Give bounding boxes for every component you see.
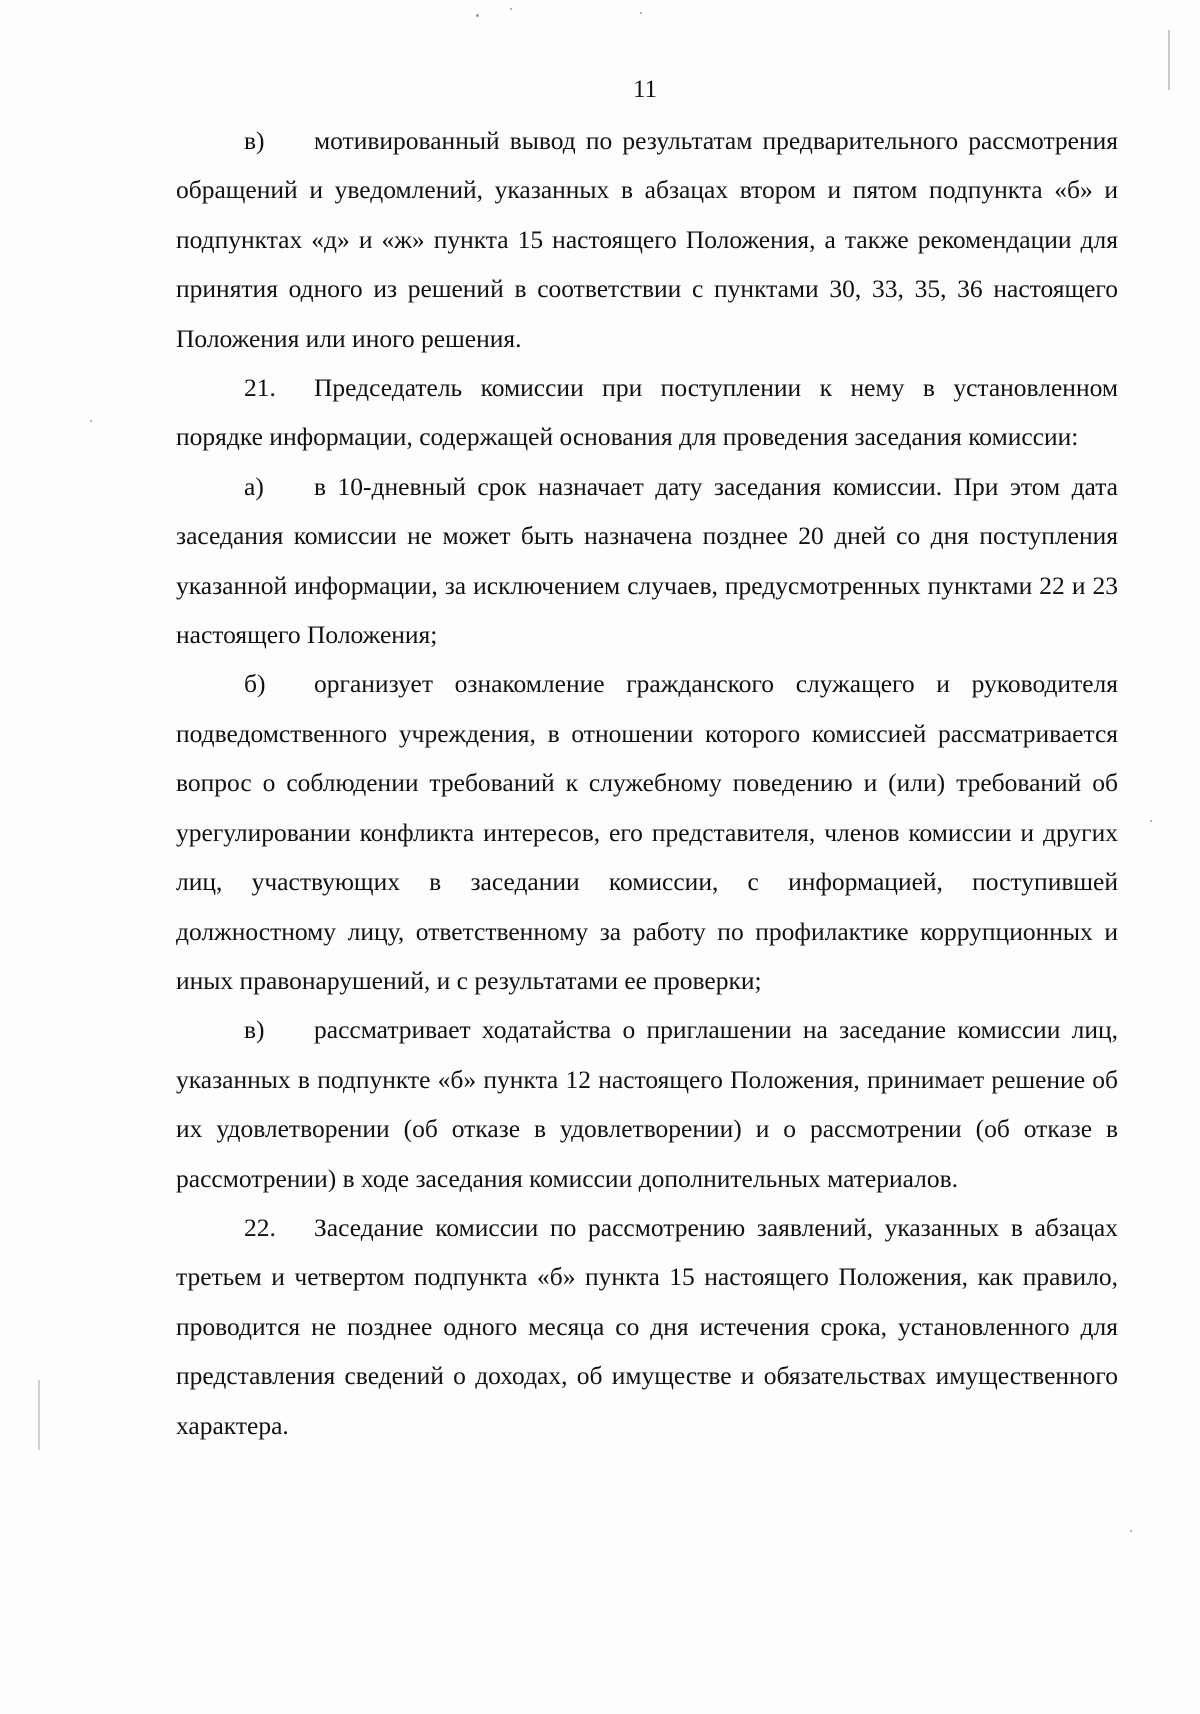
paragraph-text: организует ознакомление гражданского служащего и руководителя подведомственного учреждения, в отношении которого комиссией рассматривается вопрос о соблюдении требований к служебному поведению и (или) требований об урегулировании конфликта интересов, его представителя, членов комиссии и других лиц, участвующих в заседании комиссии, с информацией, поступившей должностному лицу, ответственному за работу по профилактике коррупционных и иных правонарушений, и с результатами ее проверки; [176,669,1118,995]
scan-speck [476,14,479,17]
scan-speck [90,420,92,422]
paragraph-text: рассматривает ходатайства о приглашении на заседание комиссии лиц, указанных в подпункте «б» пункта 12 настоящего Положения, принимает решение об их удовлетворении (об отказе в удовлетворении) и о рассмотрении (об отказе в рассмотрении) в ходе заседания комиссии дополнительных материалов. [176,1015,1118,1193]
document-body [176,116,1118,1450]
paragraph-marker: в) [244,126,265,155]
scan-speck [1150,820,1152,822]
paragraph-v-second [176,1005,1118,1203]
paragraph-text: в 10-дневный срок назначает дату заседания комиссии. При этом дата заседания комиссии не может быть назначена позднее 20 дней со дня поступления указанной информации, за исключением случаев, предусмотренных пунктами 22 и 23 настоящего Положения; [176,471,1118,650]
paragraph-marker: б) [244,669,266,699]
paragraph-a [176,462,1118,660]
page-number: 11 [632,76,658,103]
paragraph-text: Заседание комиссии по рассмотрению заявлений, указанных в абзацах третьем и четвертом подпункта «б» пункта 15 настоящего Положения, как правило, проводится не позднее одного месяца со дня истечения срока, установленного для представления сведений о доходах, об имуществе и обязательствах имущественного характера. [176,1212,1118,1440]
paragraph-text: Председатель комиссии при поступлении к нему в установленном порядке информации, содержащей основания для проведения заседания комиссии: [176,373,1118,452]
scan-speck [38,1380,40,1450]
scan-speck [1168,30,1170,90]
scan-speck [640,12,642,14]
paragraph-b [176,659,1118,1005]
paragraph-21 [176,363,1118,462]
paragraph-text: мотивированный вывод по результатам предварительного рассмотрения обращений и уведомлений, указанных в абзацах втором и пятом подпункта «б» и подпунктах «д» и «ж» пункта 15 настоящего Положения, а также рекомендации для принятия одного из решений в соответствии с пунктами 30, 33, 35, 36 настоящего Положения или иного решения. [176,126,1118,353]
paragraph-marker: а) [244,471,264,501]
paragraph-v-first [176,116,1118,363]
paragraph-22 [176,1203,1118,1450]
paragraph-marker: 21. [244,373,276,403]
scan-speck [1130,1530,1132,1532]
paragraph-marker: 22. [244,1212,276,1242]
scan-speck [510,8,512,10]
paragraph-marker: в) [244,1015,265,1045]
